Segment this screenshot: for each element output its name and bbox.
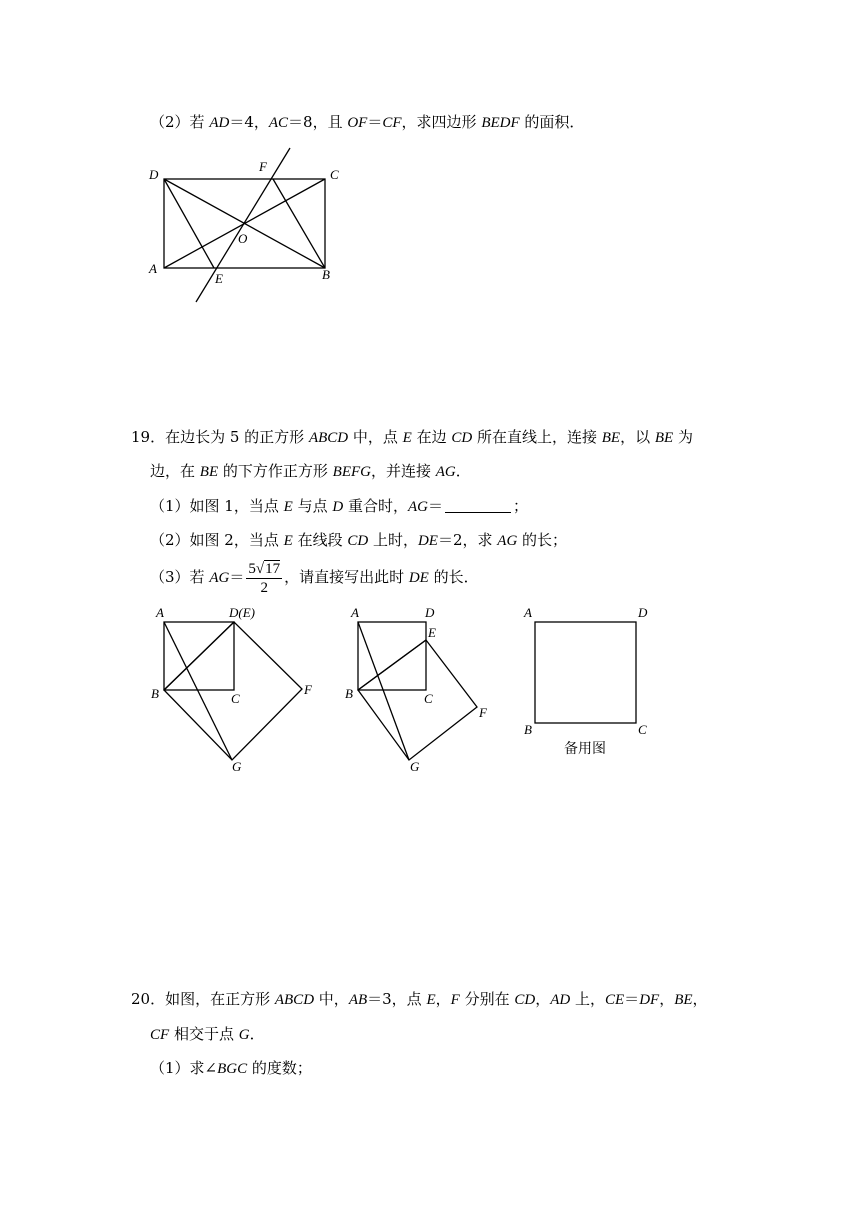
fig1-label-a: A — [156, 605, 164, 620]
q20-stem-line1: 20．如图，在正方形 ABCD 中，AB＝3，点 E，F 分别在 CD，AD 上，CE＝DF，BE， — [131, 990, 708, 1008]
fig2-square-befg — [358, 640, 477, 760]
q19-ag-fraction: $\frac{5√17}{2}$ — [248, 560, 281, 596]
fig3-label-d: D — [638, 605, 648, 620]
q18-label-c: C — [330, 167, 339, 182]
fig3-square-abcd — [535, 622, 636, 723]
q19-part1: （1）如图 1，当点 E 与点 D 重合时，AG＝ ； — [150, 497, 528, 515]
q19-figure1 — [151, 605, 313, 774]
fig3-label-b: B — [524, 722, 532, 737]
fig3-caption: 备用图 — [564, 740, 606, 756]
q20-stem-line2: CF 相交于点 G． — [150, 1025, 265, 1043]
fig1-label-g: G — [232, 759, 242, 774]
fig2-label-b: B — [345, 686, 353, 701]
fig3-label-a: A — [524, 605, 532, 620]
q18-label-f: F — [259, 159, 267, 174]
fig1-line-ag — [164, 622, 232, 760]
fig1-label-f: F — [304, 682, 312, 697]
q18-label-d: D — [149, 167, 159, 182]
q20-part1: （1）求∠BGC 的度数； — [150, 1059, 312, 1077]
fig1-label-c: C — [231, 691, 240, 706]
q19-stem-line2: 边，在 BE 的下方作正方形 BEFG，并连接 AG． — [150, 462, 471, 480]
fig2-label-c: C — [424, 691, 433, 706]
fig2-label-a: A — [351, 605, 359, 620]
q19-figure2 — [345, 605, 488, 774]
fig1-label-b: B — [151, 686, 159, 701]
fig2-square-abcd — [358, 622, 426, 690]
q19-stem-line1: 19．在边长为 5 的正方形 ABCD 中，点 E 在边 CD 所在直线上，连接 BE，以 BE 为 — [131, 428, 693, 446]
q19-figure3 — [523, 605, 648, 756]
fig1-label-d: D(E) — [229, 605, 255, 620]
fig2-label-f: F — [479, 705, 487, 720]
q18-label-a: A — [149, 261, 157, 276]
fig2-label-d: D — [425, 605, 435, 620]
q19-part3: （3）若 AG＝ $\frac{5√17}{2}$ ，请直接写出此时 DE 的长． — [150, 560, 479, 596]
q18-label-o: O — [238, 231, 248, 246]
fig2-label-e: E — [428, 625, 436, 640]
q19-part2: （2）如图 2，当点 E 在线段 CD 上时，DE＝2，求 AG 的长； — [150, 531, 568, 549]
q18-label-e: E — [215, 271, 223, 286]
fig3-label-c: C — [638, 722, 647, 737]
fig2-line-ag — [358, 622, 409, 760]
fig2-label-g: G — [410, 759, 420, 774]
q18-label-b: B — [322, 267, 330, 282]
q18-part2-text: （2）若 AD＝4，AC＝8，且 OF＝CF，求四边形 BEDF 的面积． — [150, 113, 585, 131]
